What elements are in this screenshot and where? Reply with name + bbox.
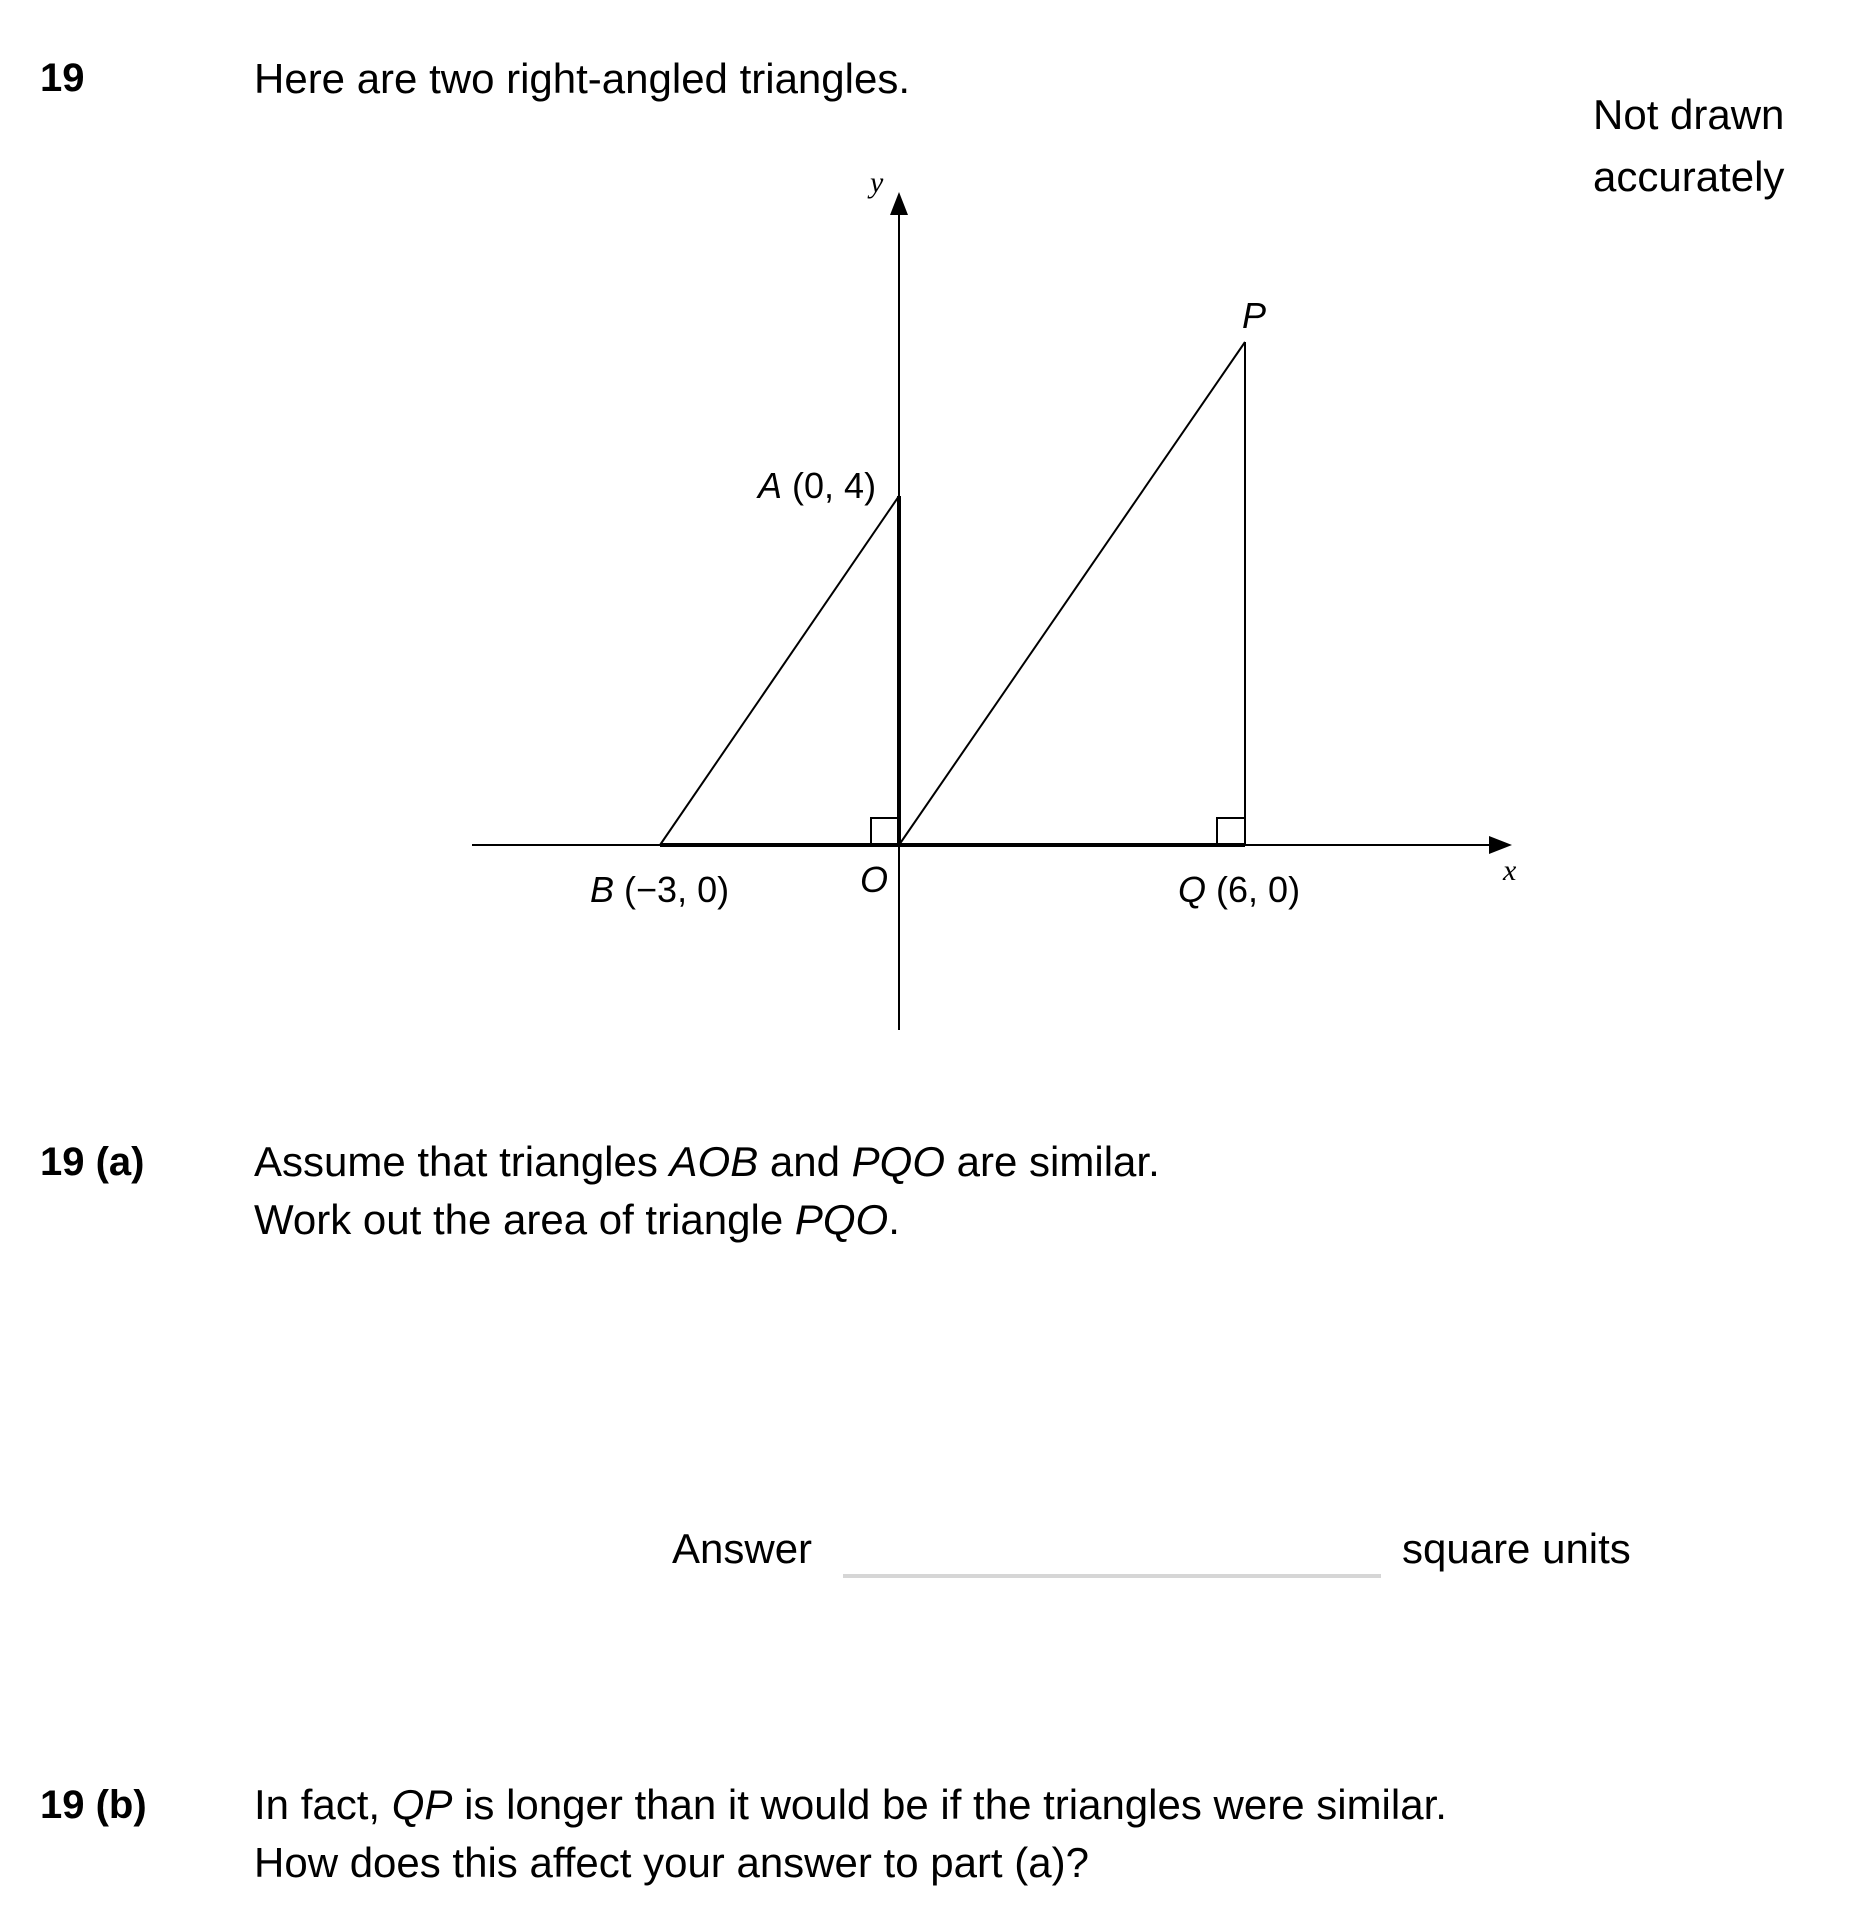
point-Q-label: Q (6, 0)	[1178, 869, 1301, 910]
point-O-label: O	[860, 859, 889, 900]
part-b-text	[254, 1776, 1447, 1892]
side-AB	[660, 496, 899, 845]
question-intro: Here are two right-angled triangles.	[254, 55, 911, 102]
point-P-label: P	[1242, 295, 1267, 336]
point-B-label: B (−3, 0)	[590, 869, 730, 910]
y-axis-arrowhead	[890, 192, 908, 215]
part-a-line2: Work out the area of triangle PQO.	[254, 1196, 900, 1243]
part-a-number: 19 (a)	[40, 1140, 145, 1184]
not-drawn-note-line1: Not drawn	[1593, 91, 1785, 138]
part-b-line2: How does this affect your answer to part (a)?	[254, 1839, 1089, 1886]
answer-input[interactable]	[843, 1572, 1381, 1578]
right-angle-marker-O	[871, 818, 899, 845]
y-axis-label: y	[870, 166, 884, 199]
not-drawn-note-line2: accurately	[1593, 153, 1785, 200]
x-axis-label: x	[1503, 854, 1517, 887]
answer-label: Answer	[672, 1525, 813, 1572]
part-a-text	[254, 1133, 1160, 1249]
point-A-label: A (0, 4)	[758, 465, 877, 506]
question-number: 19	[40, 56, 85, 100]
x-axis-arrowhead	[1489, 836, 1512, 854]
right-angle-marker-Q	[1217, 818, 1245, 845]
part-a-line1: Assume that triangles AOB and PQO are similar.	[254, 1138, 1160, 1185]
answer-units: square units	[1402, 1525, 1631, 1572]
part-b-number: 19 (b)	[40, 1783, 147, 1827]
part-b-line1: In fact, QP is longer than it would be if the triangles were similar.	[254, 1781, 1447, 1828]
side-OP	[899, 342, 1245, 845]
